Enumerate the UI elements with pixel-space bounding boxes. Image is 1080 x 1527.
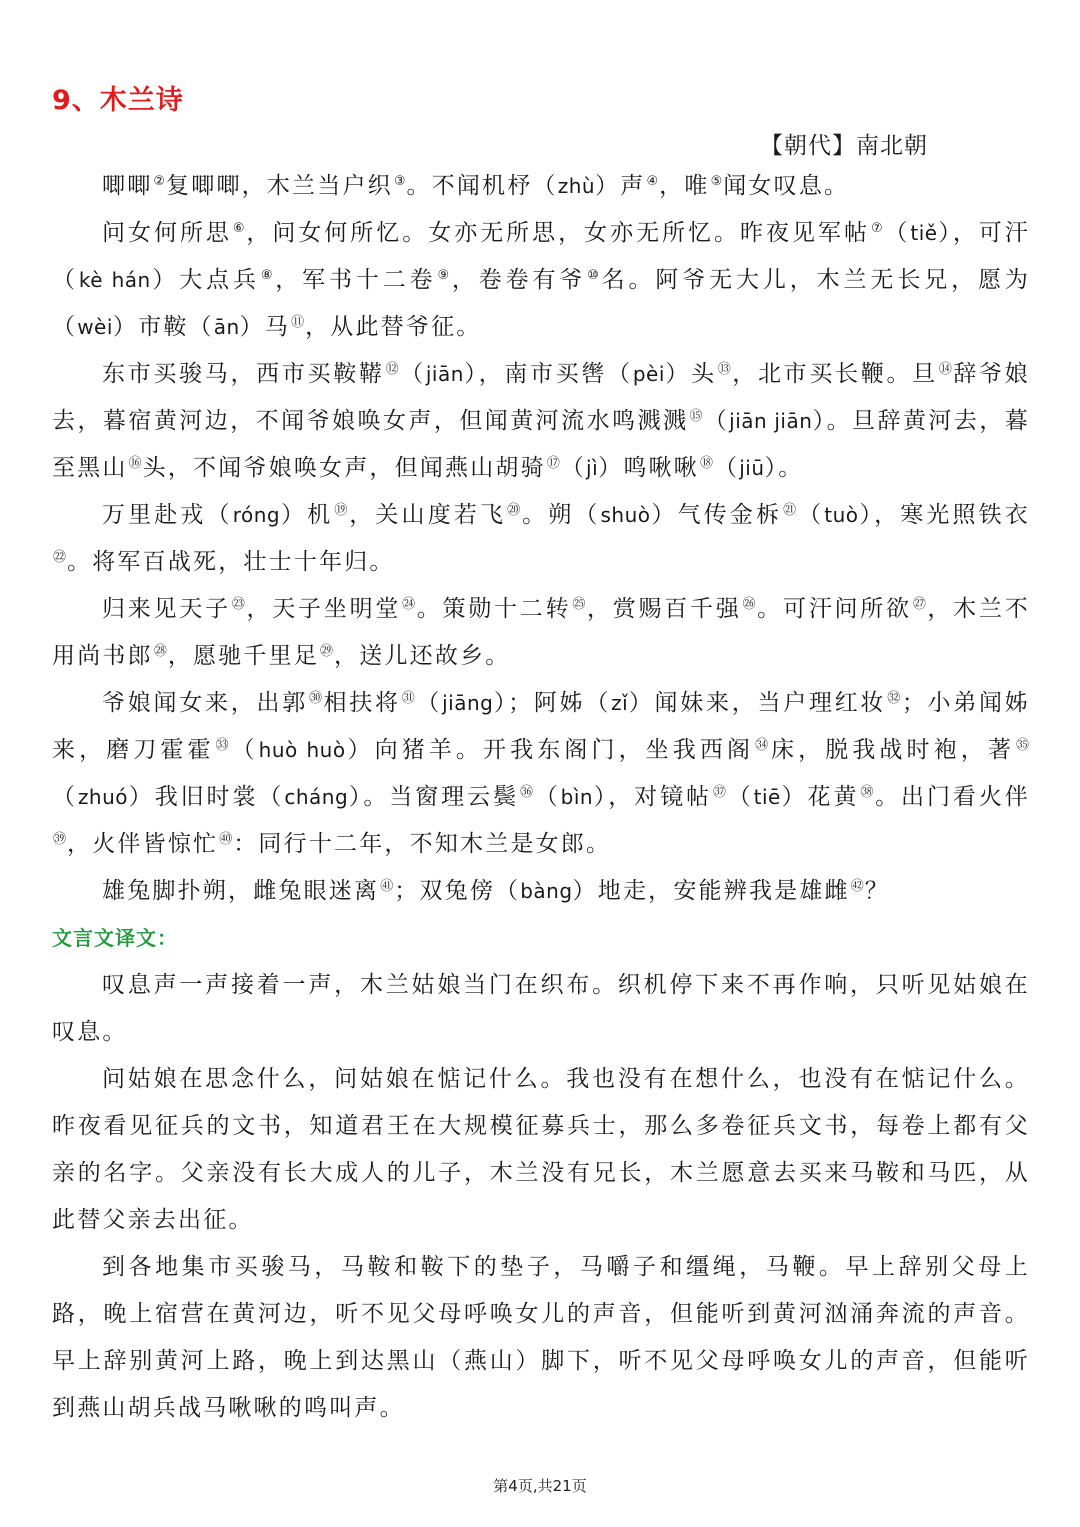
poem-text: ），对镜帖: [593, 784, 712, 810]
poem-text: ）地走，安能辨我是雄雌: [572, 878, 850, 904]
poem-text: ）马: [239, 314, 291, 340]
footnote-marker: ⑤: [710, 174, 723, 189]
footnote-marker: ⑬: [717, 362, 732, 377]
poem-text: ）市鞍（: [112, 314, 214, 340]
page-number: 第4页,共21页: [493, 1477, 587, 1495]
footnote-marker: ④: [646, 174, 659, 189]
dynasty-label: 【朝代】南北朝: [760, 133, 928, 159]
footnote-marker: ㉒: [53, 550, 67, 565]
footnote-marker: ㊷: [850, 879, 864, 894]
footnote-marker: ㉓: [231, 597, 246, 612]
footnote-marker: ㉛: [401, 691, 416, 706]
poem-text: ，火伴皆惊忙: [67, 831, 219, 857]
poem-text: ）机: [280, 502, 334, 528]
footnote-marker: ⑮: [689, 409, 703, 424]
footnote-marker: ㊲: [712, 785, 727, 800]
poem-text: ），南市买辔（: [463, 361, 633, 387]
footnote-marker: ⑯: [128, 456, 142, 471]
footnote-marker: ⑱: [699, 456, 713, 471]
poem-text: 辞爷娘去，暮宿黄河边，不闻爷娘唤女声，但闻黄河流水鸣溅溅: [52, 361, 1030, 434]
pinyin-annotation: pèi: [632, 362, 665, 386]
poem-text: ？: [864, 878, 890, 904]
footnote-marker: ⑰: [546, 456, 560, 471]
poem-text: ，从此替爷征。: [305, 314, 482, 340]
pinyin-annotation: zhù: [557, 174, 596, 198]
footnote-marker: ⑧: [260, 268, 275, 283]
poem-text: ，唯: [659, 173, 710, 199]
poem-text: ，问女何所忆。女亦无所思，女亦无所忆。昨夜见军帖: [246, 220, 870, 246]
pinyin-annotation: jiān: [425, 362, 464, 386]
poem-text: ）。: [764, 455, 804, 481]
footnote-marker: ㉜: [887, 691, 901, 706]
poem-text: 。朔（: [522, 502, 601, 528]
poem-text: ：同行十二年，不知木兰是女郎。: [233, 831, 612, 857]
poem-text: 东市买骏马，西市买鞍鞯: [102, 361, 385, 387]
poem-text: ）。旦辞黄河去，暮至黑山: [52, 408, 1031, 481]
poem-text: ）我旧时裳（: [128, 784, 285, 810]
poem-text: 。可汗问所欲: [757, 596, 912, 622]
poem-text: ）向猪羊。开我东阁门，坐我西阁: [345, 737, 755, 763]
pinyin-annotation: róng: [232, 503, 281, 527]
pinyin-annotation: cháng: [284, 785, 349, 809]
footnote-marker: ㉔: [402, 597, 416, 612]
translation-paragraph: 到各地集市买骏马，马鞍和鞍下的垫子，马嚼子和缰绳，马鞭。早上辞别父母上路，晚上宿营在黄河边，听不见父母呼唤女儿的声音，但能听到黄河汹涌奔流的声音。早上辞别黄河上路，晚上到达黑山（燕山）脚下，听不见父母呼唤女儿的声音，但能听到燕山胡兵战马啾啾的鸣叫声。: [52, 1254, 1030, 1421]
poem-text: （: [703, 408, 730, 434]
poem-text: ）。当窗理云鬓: [348, 784, 519, 810]
poem-text: ，赏赐百千强: [586, 596, 742, 622]
pinyin-annotation: jì: [586, 456, 599, 480]
footnote-marker: ㉘: [153, 644, 167, 659]
poem-text: 。将军百战死，壮士十年归。: [67, 549, 395, 575]
poem-text: （: [727, 784, 754, 810]
pinyin-annotation: kè hán: [78, 268, 151, 292]
pinyin-annotation: zhuó: [77, 785, 129, 809]
pinyin-annotation: jiū: [739, 456, 765, 480]
poem-text: ，卷卷有爷: [451, 267, 587, 293]
poem-paragraph: [52, 680, 1030, 868]
translation-paragraph: 问姑娘在思念什么，问姑娘在惦记什么。我也没有在想什么，也没有在惦记什么。昨夜看见征兵的文书，知道君王在大规模征募兵士，那么多卷征兵文书，每卷上都有父亲的名字。父亲没有长大成人的儿子，木兰没有兄长，木兰愿意去买来马鞍和马匹，从此替父亲去出征。: [52, 1066, 1030, 1233]
footnote-marker: ㉙: [320, 644, 334, 659]
poem-text: ）；阿姊（: [493, 690, 612, 716]
poem-text: ）声: [595, 173, 646, 199]
poem-text: 复唧唧，木兰当户织: [166, 173, 393, 199]
translation-paragraph: 叹息声一声接着一声，木兰姑娘当门在织布。织机停下来不再作响，只听见姑娘在叹息。: [52, 972, 1030, 1045]
pinyin-annotation: bàng: [520, 879, 573, 903]
document-body: [52, 163, 1030, 1432]
poem-paragraph: [52, 163, 1030, 210]
pinyin-annotation: jiān jiān: [729, 409, 813, 433]
poem-text: （: [560, 455, 587, 481]
poem-text: 。出门看火伴: [875, 784, 1030, 810]
poem-text: ，北市买长鞭。旦: [732, 361, 938, 387]
poem-text: （: [52, 784, 78, 810]
footnote-marker: ㉕: [572, 597, 586, 612]
poem-text: 归来见天子: [102, 596, 231, 622]
poem-text: ）头: [664, 361, 717, 387]
poem-text: ，愿驰千里足: [167, 643, 320, 669]
poem-text: ；双兔傍（: [394, 878, 521, 904]
poem-text: 万里赴戎（: [102, 502, 233, 528]
pinyin-annotation: jiāng: [442, 691, 494, 715]
poem-paragraph: [52, 492, 1030, 586]
footnote-marker: ㉑: [783, 503, 798, 518]
poem-text: ），寒光照铁衣: [858, 502, 1030, 528]
poem-text: 闻女叹息。: [723, 173, 850, 199]
pinyin-annotation: zǐ: [611, 691, 629, 715]
poem-text: 床，脱我战时袍，著: [771, 737, 1015, 763]
pinyin-annotation: ān: [213, 315, 240, 339]
poem-text: ；小弟闻姊来，磨刀霍霍: [52, 690, 1031, 763]
pinyin-annotation: tiě: [910, 221, 938, 245]
poem-text: （: [884, 220, 911, 246]
pinyin-annotation: shuò: [600, 503, 651, 527]
poem-text: ）闻妹来，当户理红妆: [628, 690, 887, 716]
poem-text: （: [534, 784, 561, 810]
poem-paragraph: [52, 586, 1030, 680]
footnote-marker: ㉖: [742, 597, 757, 612]
poem-text: 头，不闻爷娘唤女声，但闻燕山胡骑: [142, 455, 546, 481]
footnote-marker: ⑲: [334, 503, 349, 518]
footnote-marker: ⑭: [938, 362, 953, 377]
poem-text: 。策勋十二转: [416, 596, 572, 622]
footnote-marker: ③: [393, 174, 406, 189]
footnote-marker: ㊶: [380, 879, 394, 894]
poem-text: ，天子坐明堂: [246, 596, 402, 622]
footnote-marker: ㊳: [860, 785, 875, 800]
footnote-marker: ㊴: [53, 832, 67, 847]
pinyin-annotation: wèi: [77, 315, 113, 339]
poem-text: 。不闻机杼（: [406, 173, 558, 199]
poem-text: 问女何所思: [102, 220, 232, 246]
poem-text: ，关山度若飞: [349, 502, 507, 528]
poem-text: （: [798, 502, 825, 528]
footnote-marker: ⑦: [870, 221, 884, 236]
poem-text: 爷娘闻女来，出郭: [102, 690, 308, 716]
footnote-marker: ㊱: [519, 785, 534, 800]
footnote-marker: ㉟: [1015, 738, 1029, 753]
footnote-marker: ⑥: [232, 221, 246, 236]
poem-paragraph: [52, 351, 1030, 492]
poem-text: ）大点兵: [150, 267, 260, 293]
poem-text: 雄兔脚扑朔，雌兔眼迷离: [102, 878, 380, 904]
poem-paragraph: [52, 868, 1030, 915]
pinyin-annotation: huò huò: [258, 738, 346, 762]
translation-heading: 文言文译文：: [52, 926, 178, 950]
footnote-marker: ⑫: [385, 362, 400, 377]
footnote-marker: ⑨: [437, 268, 451, 283]
poem-text: 相扶将: [323, 690, 401, 716]
pinyin-annotation: tiē: [753, 785, 781, 809]
footnote-marker: ⑪: [291, 315, 305, 330]
poem-text: （: [231, 737, 259, 763]
footnote-marker: ㉞: [755, 738, 771, 753]
footnote-marker: ㉗: [912, 597, 927, 612]
footnote-marker: ⑳: [507, 503, 522, 518]
pinyin-annotation: tuò: [824, 503, 859, 527]
poem-text: （: [400, 361, 426, 387]
poem-text: ，送儿还故乡。: [334, 643, 511, 669]
poem-text: ）气传金柝: [650, 502, 783, 528]
footnote-marker: ㉝: [215, 738, 231, 753]
poem-text: （: [714, 455, 740, 481]
footnote-marker: ㊵: [219, 832, 233, 847]
poem-text: ）鸣啾啾: [598, 455, 699, 481]
poem-text: ，木兰不用尚书郎: [52, 596, 1030, 669]
poem-text: 唧唧: [102, 173, 153, 199]
footnote-marker: ㉚: [308, 691, 323, 706]
poem-paragraph: [52, 210, 1030, 351]
poem-text: （: [416, 690, 443, 716]
footnote-marker: ②: [153, 174, 166, 189]
footnote-marker: ⑩: [587, 268, 601, 283]
pinyin-annotation: bìn: [560, 785, 594, 809]
poem-text: ）花黄: [780, 784, 860, 810]
poem-text: ），可汗（: [52, 220, 1030, 293]
poem-text: 名。阿爷无大儿，木兰无长兄，愿为（: [52, 267, 1031, 340]
poem-title: 9、木兰诗: [52, 85, 184, 116]
poem-text: ，军书十二卷: [275, 267, 437, 293]
